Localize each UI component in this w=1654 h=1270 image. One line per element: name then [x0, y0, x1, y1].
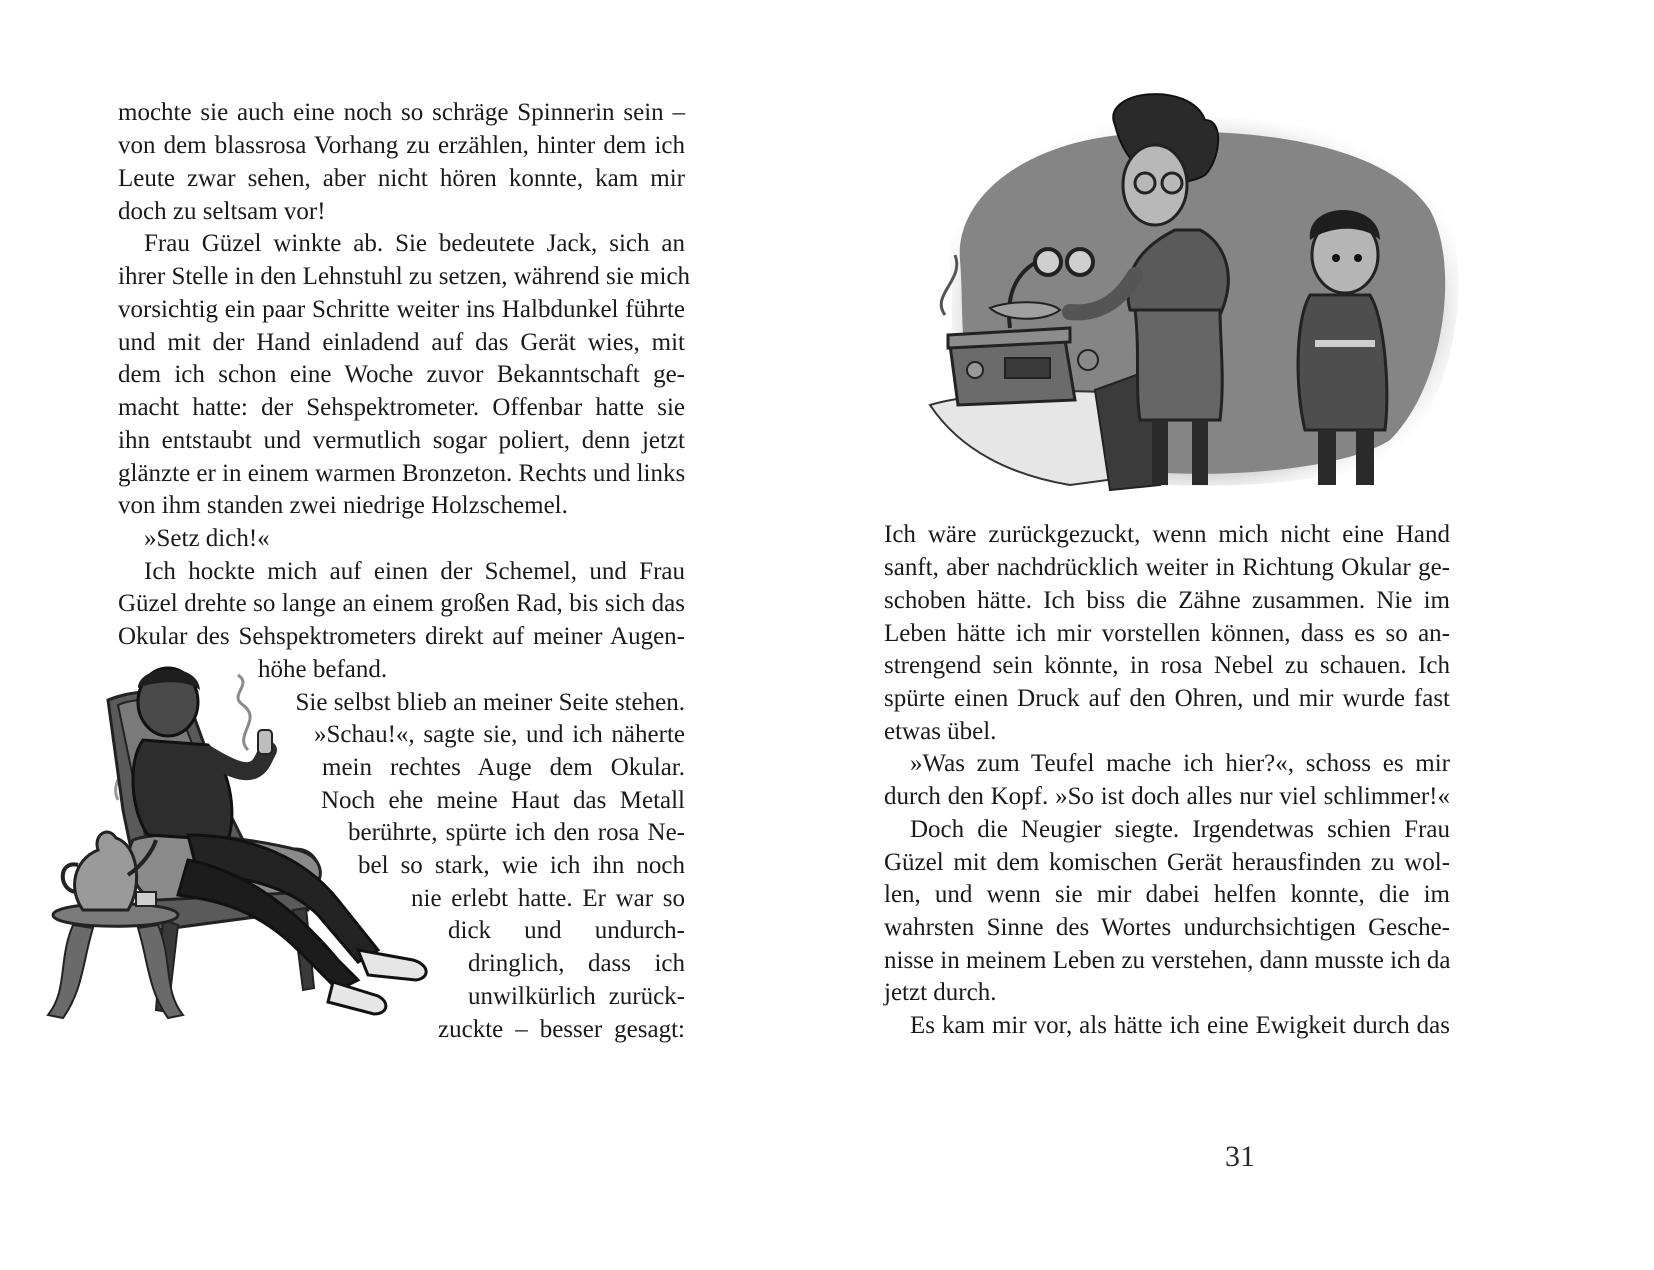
page-number: 31: [1225, 1140, 1255, 1173]
text-line: von dem blassrosa Vorhang zu erzählen, hinter dem ich: [118, 132, 685, 159]
text-line: zuckte – besser gesagt:: [438, 1016, 685, 1043]
text-line: Doch die Neugier siegte. Irgendetwas schien Frau: [910, 816, 1450, 843]
text-line: schoben hätte. Ich biss die Zähne zusammen. Nie im: [884, 587, 1450, 614]
text-line: strengend sein könnte, in rosa Nebel zu schauen. Ich: [884, 652, 1450, 679]
text-line: len, und wenn sie mir dabei helfen konnte, die im: [884, 881, 1450, 908]
text-line: dick und undurch-: [448, 917, 685, 944]
text-line: berührte, spürte ich den rosa Ne-: [348, 819, 685, 846]
text-line: Ich hockte mich auf einen der Schemel, und Frau: [144, 558, 685, 585]
text-line: etwas übel.: [884, 718, 997, 745]
text-line: sanft, aber nachdrücklich weiter in Richtung Okular ge-: [884, 554, 1450, 581]
text-line: doch zu seltsam vor!: [118, 198, 326, 225]
text-line: Frau Güzel winkte ab. Sie bedeutete Jack, sich an: [144, 230, 685, 257]
text-line: glänzte er in einem warmen Bronzeton. Rechts und links: [118, 460, 686, 487]
text-line: ihrer Stelle in den Lehnstuhl zu setzen, während sie mich: [118, 263, 691, 290]
text-line: spürte einen Druck auf den Ohren, und mir wurde fast: [884, 685, 1450, 712]
text-line: Okular des Sehspektrometers direkt auf meiner Augen-: [118, 623, 685, 650]
text-line: mochte sie auch eine noch so schräge Spinnerin sein –: [118, 99, 685, 126]
text-line: macht hatte: der Sehspektrometer. Offenbar hatte sie: [118, 394, 685, 421]
text-line: wahrsten Sinne des Wortes undurchsichtigen Gesche-: [884, 914, 1450, 941]
text-line: von ihm standen zwei niedrige Holzschemel.: [118, 492, 568, 519]
text-line: »Schau!«, sagte sie, und ich näherte: [314, 721, 685, 748]
spectrometer-scene-illustration: [920, 90, 1480, 500]
dialogue-line: »Setz dich!«: [144, 525, 270, 552]
text-line: jetzt durch.: [884, 979, 997, 1006]
text-line: Leute zwar sehen, aber nicht hören konnte, kam mir: [118, 165, 685, 192]
text-line: dringlich, dass ich: [468, 950, 685, 977]
text-line: Noch ehe meine Haut das Metall: [321, 787, 685, 814]
text-line: Ich wäre zurückgezuckt, wenn mich nicht eine Hand: [884, 521, 1450, 548]
text-line: durch den Kopf. »So ist doch alles nur viel schlimmer!«: [884, 783, 1450, 810]
text-line: dem ich schon eine Woche zuvor Bekanntschaft ge-: [118, 361, 685, 388]
text-line: »Was zum Teufel mache ich hier?«, schoss es mir: [910, 750, 1450, 777]
text-line: Güzel drehte so lange an einem großen Rad, bis sich das: [118, 590, 685, 617]
text-line: nie erlebt hatte. Er war so: [411, 885, 685, 912]
text-line: unwilkürlich zurück-: [468, 983, 685, 1010]
text-line: mein rechtes Auge dem Okular.: [322, 754, 685, 781]
text-line: bel so stark, wie ich ihn noch: [358, 852, 685, 879]
boy-armchair-illustration: [38, 660, 458, 1060]
text-line: Leben hätte ich mir vorstellen können, dass es so an-: [884, 620, 1450, 647]
text-line: ihn entstaubt und vermutlich sogar poliert, denn jetzt: [118, 427, 685, 454]
text-line: und mit der Hand einladend auf das Gerät wies, mit: [118, 329, 685, 356]
text-line: Güzel mit dem komischen Gerät herausfinden zu wol-: [884, 849, 1450, 876]
text-line: höhe befand.: [258, 656, 388, 683]
text-line: Sie selbst blieb an meiner Seite stehen.: [295, 689, 685, 716]
text-line: vorsichtig ein paar Schritte weiter ins Halbdunkel führte: [118, 296, 685, 323]
text-line: Es kam mir vor, als hätte ich eine Ewigkeit durch das: [910, 1012, 1450, 1039]
text-line: nisse in meinem Leben zu verstehen, dann musste ich da: [884, 947, 1451, 974]
